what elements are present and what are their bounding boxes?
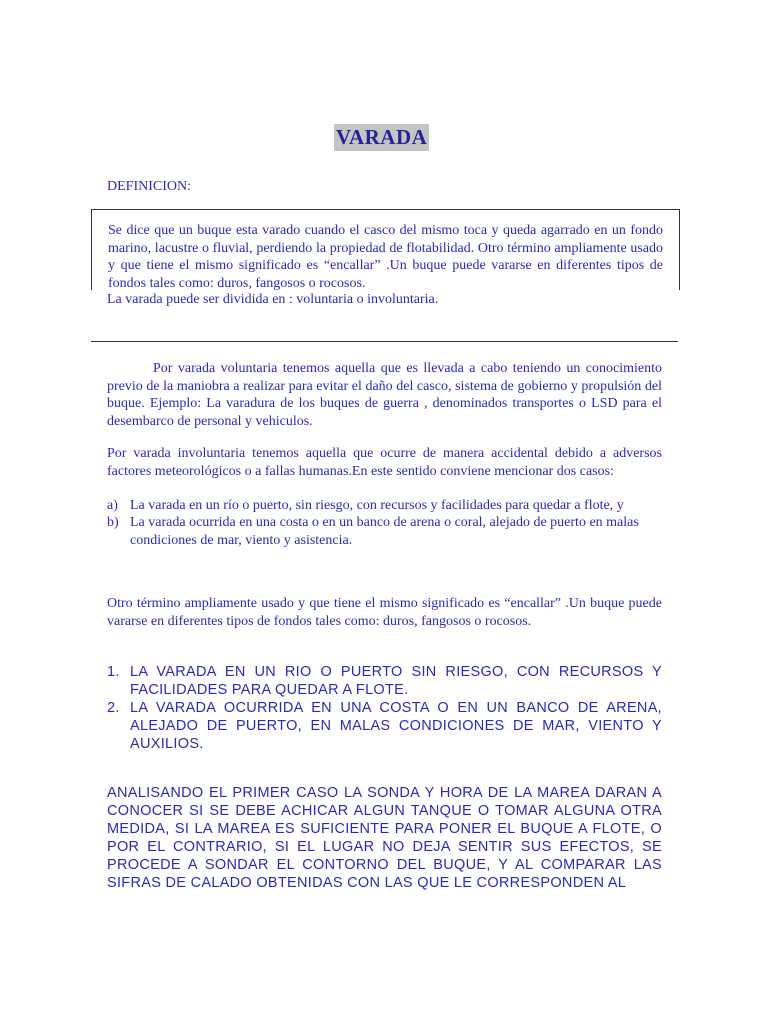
definition-label: DEFINICION:: [107, 179, 191, 194]
list-text: LA VARADA EN UN RIO O PUERTO SIN RIESGO, CON RECURSOS Y FACILIDADES PARA QUEDAR A FLOTE.: [130, 664, 662, 698]
list-item: [107, 663, 662, 699]
paragraph-otro-termino: Otro término ampliamente usado y que tiene el mismo significado es “encallar” .Un buque puede vararse en diferentes tipos de fondos tales como: duros, fangosos o rocosos.: [107, 596, 662, 629]
list-marker: 2.: [107, 700, 120, 716]
definition-tail: La varada puede ser dividida en : voluntaria o involuntaria.: [107, 292, 439, 307]
list-marker: 1.: [107, 664, 120, 680]
definition-box: [91, 209, 680, 290]
list-item: [107, 699, 662, 753]
definition-text: Se dice que un buque esta varado cuando el casco del mismo toca y queda agarrado en un fondo marino, lacustre o fluvial, perdiendo la propiedad de flotabilidad. Otro término ampliamente usado y que tiene el mismo significado es “encallar” .Un buque puede vararse en diferentes tipos de fondos tales como: duros, fangosos o rocosos.: [108, 223, 663, 291]
list-item: [107, 497, 662, 515]
list-item: [107, 514, 662, 549]
horizontal-rule: [91, 341, 678, 342]
list-marker: b): [107, 515, 119, 530]
list-marker: a): [107, 498, 118, 513]
paragraph-analisis: ANALISANDO EL PRIMER CASO LA SONDA Y HORA DE LA MAREA DARAN A CONOCER SI SE DEBE ACHICAR ALGUN TANQUE O TOMAR ALGUNA OTRA MEDIDA, SI LA MAREA ES SUFICIENTE PARA PONER EL BUQUE A FLOTE, O POR EL CONTRARIO, SI EL LUGAR NO DEJA SENTIR SUS EFECTOS, SE PROCEDE A SONDAR EL CONTORNO DEL BUQUE, Y AL COMPARAR LAS SIFRAS DE CALADO OBTENIDAS CON LAS QUE LE CORRESPONDEN AL: [107, 785, 662, 891]
paragraph-involuntaria: Por varada involuntaria tenemos aquella que ocurre de manera accidental debido a adversos factores meteorológicos o a fallas humanas.En este sentido conviene mencionar dos casos:: [107, 446, 662, 479]
list-text: La varada ocurrida en una costa o en un banco de arena o coral, alejado de puerto en malas condiciones de mar, viento y asistencia.: [130, 515, 639, 548]
paragraph-voluntaria: Por varada voluntaria tenemos aquella que es llevada a cabo teniendo un conocimiento previo de la maniobra a realizar para evitar el daño del casco, sistema de gobierno y propulsión del buque. Ejemplo: La varadura de los buques de guerra , denominados transportes o LSD para el desembarco de personal y vehiculos.: [107, 361, 662, 429]
list-text: La varada en un río o puerto, sin riesgo, con recursos y facilidades para quedar a flote, y: [130, 498, 624, 513]
list-text: LA VARADA OCURRIDA EN UNA COSTA O EN UN BANCO DE ARENA, ALEJADO DE PUERTO, EN MALAS CONDICIONES DE MAR, VIENTO Y AUXILIOS.: [130, 700, 662, 752]
document-title: VARADA: [336, 125, 428, 149]
